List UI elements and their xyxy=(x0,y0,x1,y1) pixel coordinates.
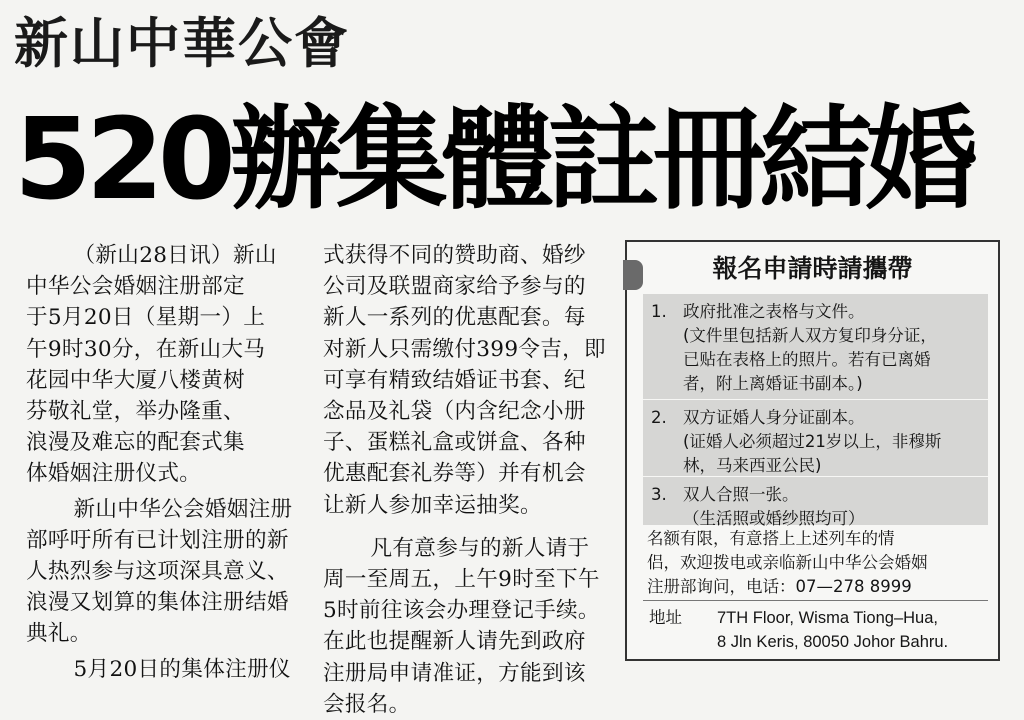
divider xyxy=(643,600,988,601)
headline: 520辦集體註冊結婚 xyxy=(14,95,972,225)
box-title: 報名申請時請攜帶 xyxy=(712,254,913,283)
requirement-item xyxy=(643,294,988,399)
address-label: 地址 xyxy=(649,608,682,627)
item-number: 1. xyxy=(651,302,667,321)
article-paragraph: 5月20日的集体注册仪 xyxy=(73,656,291,682)
article-column-1 xyxy=(26,240,311,685)
article-column-2 xyxy=(323,240,613,720)
article-paragraph: 凡有意参与的新人请于 周一至周五，上午9时至下午 5时前往该会办理登记手续。 在此也提醒新人请先到政府 注册局申请准证，方能到该 会报名。 xyxy=(323,535,600,717)
kicker-title: 新山中華公會 xyxy=(14,12,350,75)
address-text: 7TH Floor, Wisma Tiong–Hua, 8 Jln Keris, 80050 Johor Bahru. xyxy=(717,609,949,651)
item-text: 双方证婚人身分证副本。 (证婚人必须超过21岁以上，非穆斯 林，马来西亚公民) xyxy=(683,408,942,475)
item-text: 政府批准之表格与文件。 (文件里包括新人双方复印身分证， 已贴在表格上的照片。若有已离婚 者，附上离婚证书副本。) xyxy=(683,302,937,393)
item-number: 2. xyxy=(651,408,667,427)
requirement-item xyxy=(643,400,988,476)
article-paragraph: （新山28日讯）新山 中华公会婚姻注册部定 于5月20日（星期一）上 午9时30分，在新山大马 花园中华大厦八楼黄树 芬敬礼堂，举办隆重、 浪漫及难忘的配套式集 体婚姻注册仪式。 xyxy=(26,243,277,487)
requirement-item xyxy=(643,477,988,528)
box-note: 名额有限，有意搭上上述列车的情 侣，欢迎拨电或亲临新山中华公会婚姻 注册部询问，电话：07—278 8999 xyxy=(647,529,928,596)
requirements-box xyxy=(625,240,1000,661)
article-paragraph: 式获得不同的赞助商、婚纱 公司及联盟商家给予参与的 新人一系列的优惠配套。每 对新人只需缴付399令吉，即 可享有精致结婚证书套、纪 念品及礼袋（内含纪念小册 子、蛋糕礼盒或饼盒、各种 优惠配套礼券等）并有机会 让新人参加幸运抽奖。 xyxy=(323,243,606,518)
article-paragraph: 新山中华公会婚姻注册 部呼吁所有已计划注册的新 人热烈参与这项深具意义、 浪漫又划算的集体注册结婚 典礼。 xyxy=(26,496,293,647)
item-text: 双人合照一张。 （生活照或婚纱照均可） xyxy=(683,485,865,528)
item-number: 3. xyxy=(651,485,667,504)
